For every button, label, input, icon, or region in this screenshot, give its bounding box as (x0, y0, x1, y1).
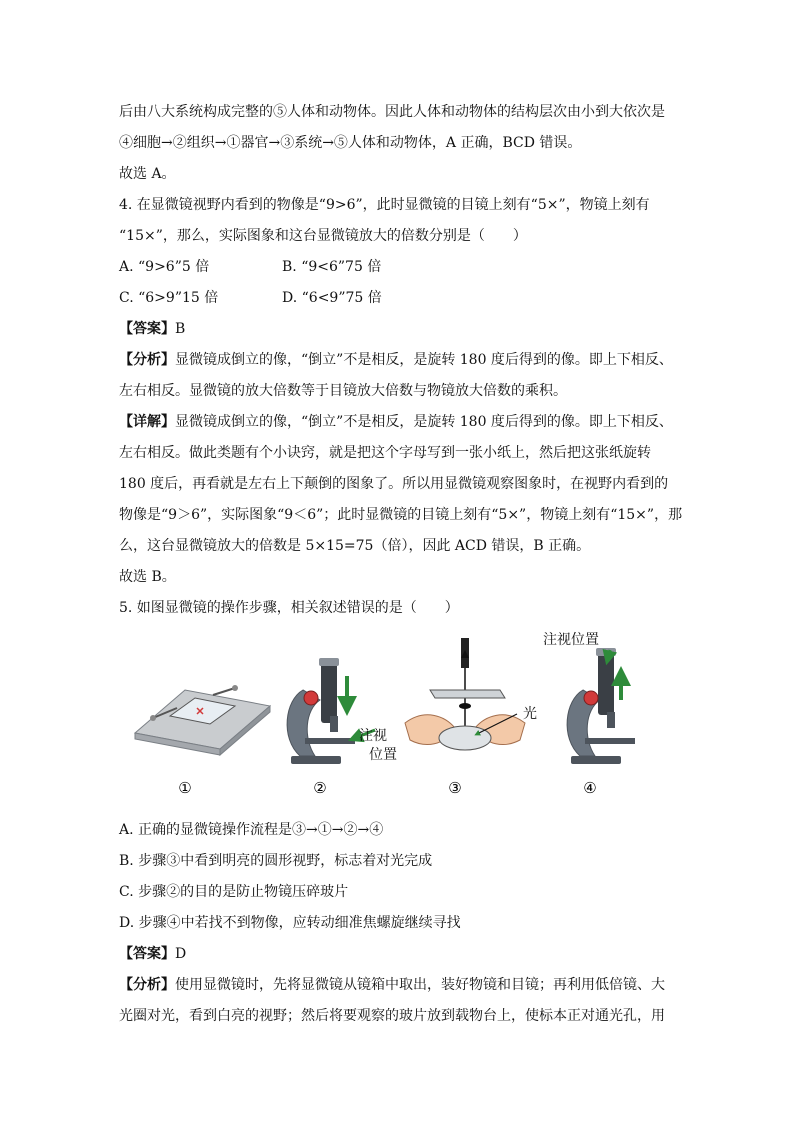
q5-answer-value: D (175, 946, 187, 962)
q4-answer-value: B (175, 321, 186, 337)
q4-detail-line-3: 180 度后，再看就是左右上下颠倒的图象了。所以用显微镜观察图象时，在视野内看到的 (119, 476, 669, 492)
q4-detail-line-1 (119, 412, 673, 432)
q4-detail-tag: 【详解】 (119, 414, 175, 430)
q4-analysis-line-1 (119, 350, 673, 370)
intro-line-2: ④细胞→②组织→①器官→③系统→⑤人体和动物体，A 正确，BCD 错误。 (119, 135, 582, 151)
q4-conclusion: 故选 B。 (119, 569, 176, 585)
q5-analysis-line-1 (119, 975, 665, 995)
q4-detail-text-1: 显微镜成倒立的像，“倒立”不是相反，是旋转 180 度后得到的像。即上下相反、 (175, 414, 673, 430)
q4-option-d: D. “6<9”75 倍 (282, 290, 382, 306)
label-watch-top: 注视位置 (543, 632, 599, 648)
q5-option-a: A. 正确的显微镜操作流程是③→①→②→④ (119, 822, 384, 838)
microscope-steps-figure (125, 628, 670, 804)
label-watch-line-2: 位置 (369, 747, 397, 763)
q5-stem: 5. 如图显微镜的操作步骤，相关叙述错误的是（ ） (119, 600, 459, 616)
intro-line-1: 后由八大系统构成完整的⑤人体和动物体。因此人体和动物体的结构层次由小到大依次是 (119, 104, 665, 120)
q5-option-c: C. 步骤②的目的是防止物镜压碎玻片 (119, 884, 349, 900)
step-label-1: ① (178, 779, 192, 797)
q5-analysis-tag: 【分析】 (119, 977, 175, 993)
intro-conclusion: 故选 A。 (119, 166, 176, 182)
q4-stem-line-1: 4. 在显微镜视野内看到的物像是“9>6”，此时显微镜的目镜上刻有“5×”，物镜上刻有 (119, 197, 650, 213)
q5-analysis-line-2: 光圈对光，看到白亮的视野；然后将要观察的玻片放到载物台上，使标本正对通光孔，用 (119, 1008, 665, 1024)
q4-answer-tag: 【答案】 (119, 321, 175, 337)
step-label-4: ④ (583, 779, 597, 797)
q4-detail-line-5: 么，这台显微镜放大的倍数是 5×15=75（倍），因此 ACD 错误，B 正确。 (119, 538, 591, 554)
step-label-3: ③ (448, 779, 462, 797)
q5-answer-tag: 【答案】 (119, 946, 175, 962)
q4-analysis-line-2: 左右相反。显微镜的放大倍数等于目镜放大倍数与物镜放大倍数的乘积。 (119, 383, 567, 399)
step2-microscope-illustration (287, 658, 397, 764)
label-watch-line-1: 注视 (359, 728, 387, 744)
q4-option-a: A. “9>6”5 倍 (119, 259, 210, 275)
step4-microscope-illustration (543, 632, 635, 764)
q4-answer-line (119, 319, 185, 339)
q5-analysis-text-1: 使用显微镜时，先将显微镜从镜箱中取出，装好物镜和目镜；再利用低倍镜、大 (175, 977, 665, 993)
q4-detail-line-4: 物像是“9＞6”，实际图象“9＜6”；此时显微镜的目镜上刻有“5×”，物镜上刻有“15×”，那 (119, 507, 683, 523)
step3-light-illustration (405, 638, 537, 750)
q4-analysis-text-1: 显微镜成倒立的像，“倒立”不是相反，是旋转 180 度后得到的像。即上下相反、 (175, 352, 673, 368)
q4-detail-line-2: 左右相反。做此类题有个小诀窍，就是把这个字母写到一张小纸上，然后把这张纸旋转 (119, 445, 651, 461)
q5-option-d: D. 步骤④中若找不到物像，应转动细准焦螺旋继续寻找 (119, 915, 461, 931)
q4-analysis-tag: 【分析】 (119, 352, 175, 368)
q4-option-c: C. “6>9”15 倍 (119, 290, 219, 306)
label-light: 光 (523, 706, 537, 722)
step1-stage-illustration (135, 685, 270, 755)
q4-stem-line-2: “15×”，那么，实际图象和这台显微镜放大的倍数分别是（ ） (119, 228, 527, 244)
q5-option-b: B. 步骤③中看到明亮的圆形视野，标志着对光完成 (119, 853, 433, 869)
q4-option-b: B. “9<6”75 倍 (282, 259, 382, 275)
step-label-2: ② (313, 779, 327, 797)
q5-answer-line (119, 944, 186, 964)
